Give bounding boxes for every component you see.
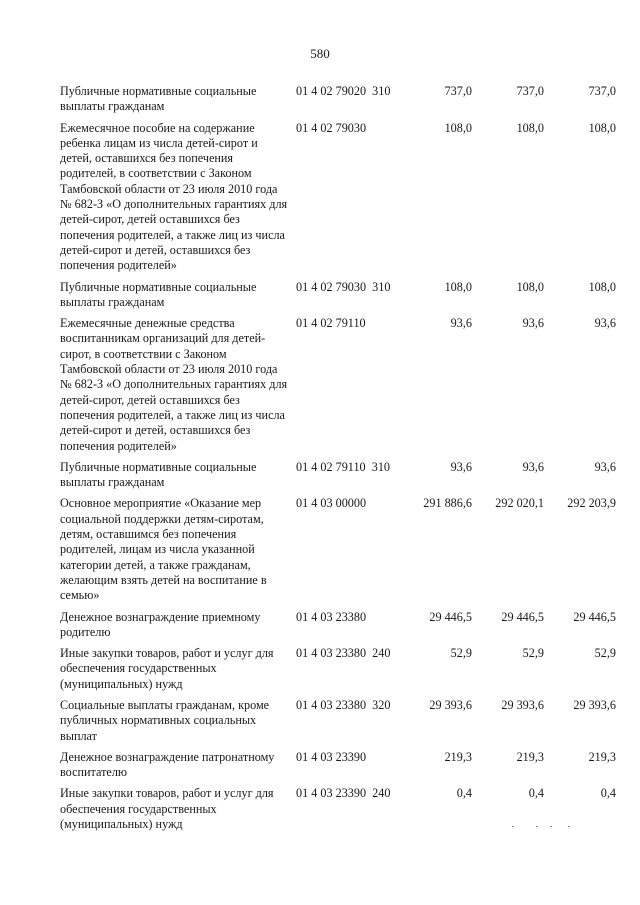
- row-value-3: 52,9: [594, 646, 616, 661]
- table-row: [0, 698, 640, 744]
- row-value-1: 93,6: [450, 459, 472, 474]
- row-value-3: 29 393,6: [573, 697, 616, 712]
- row-value-2: 219,3: [516, 749, 544, 764]
- row-value-1: 29 393,6: [429, 697, 472, 712]
- row-value-3: 93,6: [594, 316, 616, 331]
- table-row: [0, 316, 640, 454]
- row-value-3: 292 203,9: [567, 496, 616, 511]
- row-value-2: 737,0: [516, 84, 544, 98]
- row-name: Иные закупки товаров, работ и услуг для обеспечения государственных (муниципальных) нужд: [60, 646, 274, 691]
- page-number: 580: [310, 46, 330, 61]
- table-row: [0, 84, 640, 115]
- row-value-3: 93,6: [594, 459, 616, 474]
- table-row: [0, 610, 640, 641]
- row-name: Публичные нормативные социальные выплаты гражданам: [60, 459, 257, 490]
- row-value-1: 52,9: [450, 646, 472, 661]
- row-value-1: 0,4: [456, 786, 472, 801]
- row-value-3: 108,0: [588, 279, 616, 294]
- row-value-1: 108,0: [444, 120, 472, 135]
- row-name: Социальные выплаты гражданам, кроме публичных нормативных социальных выплат: [60, 697, 270, 743]
- row-value-2: 108,0: [516, 120, 544, 135]
- row-name: Денежное вознаграждение приемному родителю: [60, 609, 261, 639]
- row-value-2: 108,0: [516, 279, 544, 294]
- row-value-1: 291 886,6: [423, 496, 472, 511]
- row-name: Ежемесячные денежные средства воспитанникам организаций для детей-сирот, в соответствии с Законом Тамбовской области от 23 июля 2010 года № 682-З «О дополнительных гарантиях для детей-сирот, детей оставшихся без попечения родителей, а также лиц из числа детей-сирот и детей, оставшихся без попечения родителей»: [60, 316, 288, 453]
- row-value-2: 29 446,5: [501, 609, 544, 624]
- table-row: [0, 750, 640, 781]
- row-value-1: 93,6: [450, 316, 472, 331]
- row-value-3: 737,0: [588, 84, 616, 98]
- row-code: 01 4 03 23380 240: [296, 646, 391, 661]
- row-code: 01 4 03 23390 240: [296, 786, 391, 801]
- row-value-1: 737,0: [444, 84, 472, 98]
- row-value-2: 52,9: [522, 646, 544, 661]
- row-name: Ежемесячное пособие на содержание ребенка лицам из числа детей-сирот и детей, оставшихся без попечения родителей, в соответствии с Законом Тамбовской области от 23 июля 2010 года № 682-З «О дополнительных гарантиях для детей-сирот, детей оставшихся без попечения родителей, а также лиц из числа детей-сирот и детей, оставшихся без попечения родителей»: [60, 120, 288, 273]
- table-row: [0, 496, 640, 603]
- table-row: [0, 280, 640, 311]
- row-code: 01 4 03 23380 320: [296, 697, 391, 712]
- row-name: Иные закупки товаров, работ и услуг для обеспечения государственных (муниципальных) нужд: [60, 786, 274, 832]
- row-code: 01 4 03 23380: [296, 609, 367, 624]
- row-value-2: 93,6: [522, 459, 544, 474]
- row-name: Публичные нормативные социальные выплаты гражданам: [60, 279, 257, 309]
- row-code: 01 4 02 79030: [296, 120, 367, 135]
- table-row: [0, 121, 640, 274]
- row-code: 01 4 03 00000: [296, 496, 367, 511]
- row-code: 01 4 02 79110 310: [296, 459, 391, 474]
- row-code: 01 4 03 23390: [296, 749, 367, 764]
- budget-table: [0, 84, 640, 838]
- row-name: Публичные нормативные социальные выплаты гражданам: [60, 84, 257, 114]
- table-row: [0, 460, 640, 491]
- row-name: Денежное вознаграждение патронатному воспитателю: [60, 749, 275, 780]
- row-value-3: 0,4: [600, 786, 616, 801]
- row-value-2: 292 020,1: [495, 496, 544, 511]
- row-value-2: 29 393,6: [501, 697, 544, 712]
- row-value-3: 219,3: [588, 749, 616, 764]
- row-code: 01 4 02 79030 310: [296, 279, 391, 294]
- row-value-1: 108,0: [444, 279, 472, 294]
- row-value-2: 0,4: [528, 786, 544, 801]
- row-value-2: 93,6: [522, 316, 544, 331]
- row-value-1: 219,3: [444, 749, 472, 764]
- row-code: 01 4 02 79020 310: [296, 84, 391, 98]
- table-row: [0, 646, 640, 692]
- row-value-1: 29 446,5: [429, 609, 472, 624]
- row-value-3: 108,0: [588, 120, 616, 135]
- row-name: Основное мероприятие «Оказание мер социальной поддержки детям-сиротам, детям, оставшимся без попечения родителей, лицам из числа указанной категории детей, а также гражданам, желающим взять детей на воспитание в семью»: [60, 496, 267, 603]
- scan-specks: [512, 826, 572, 834]
- row-value-3: 29 446,5: [573, 609, 616, 624]
- row-code: 01 4 02 79110: [296, 316, 366, 331]
